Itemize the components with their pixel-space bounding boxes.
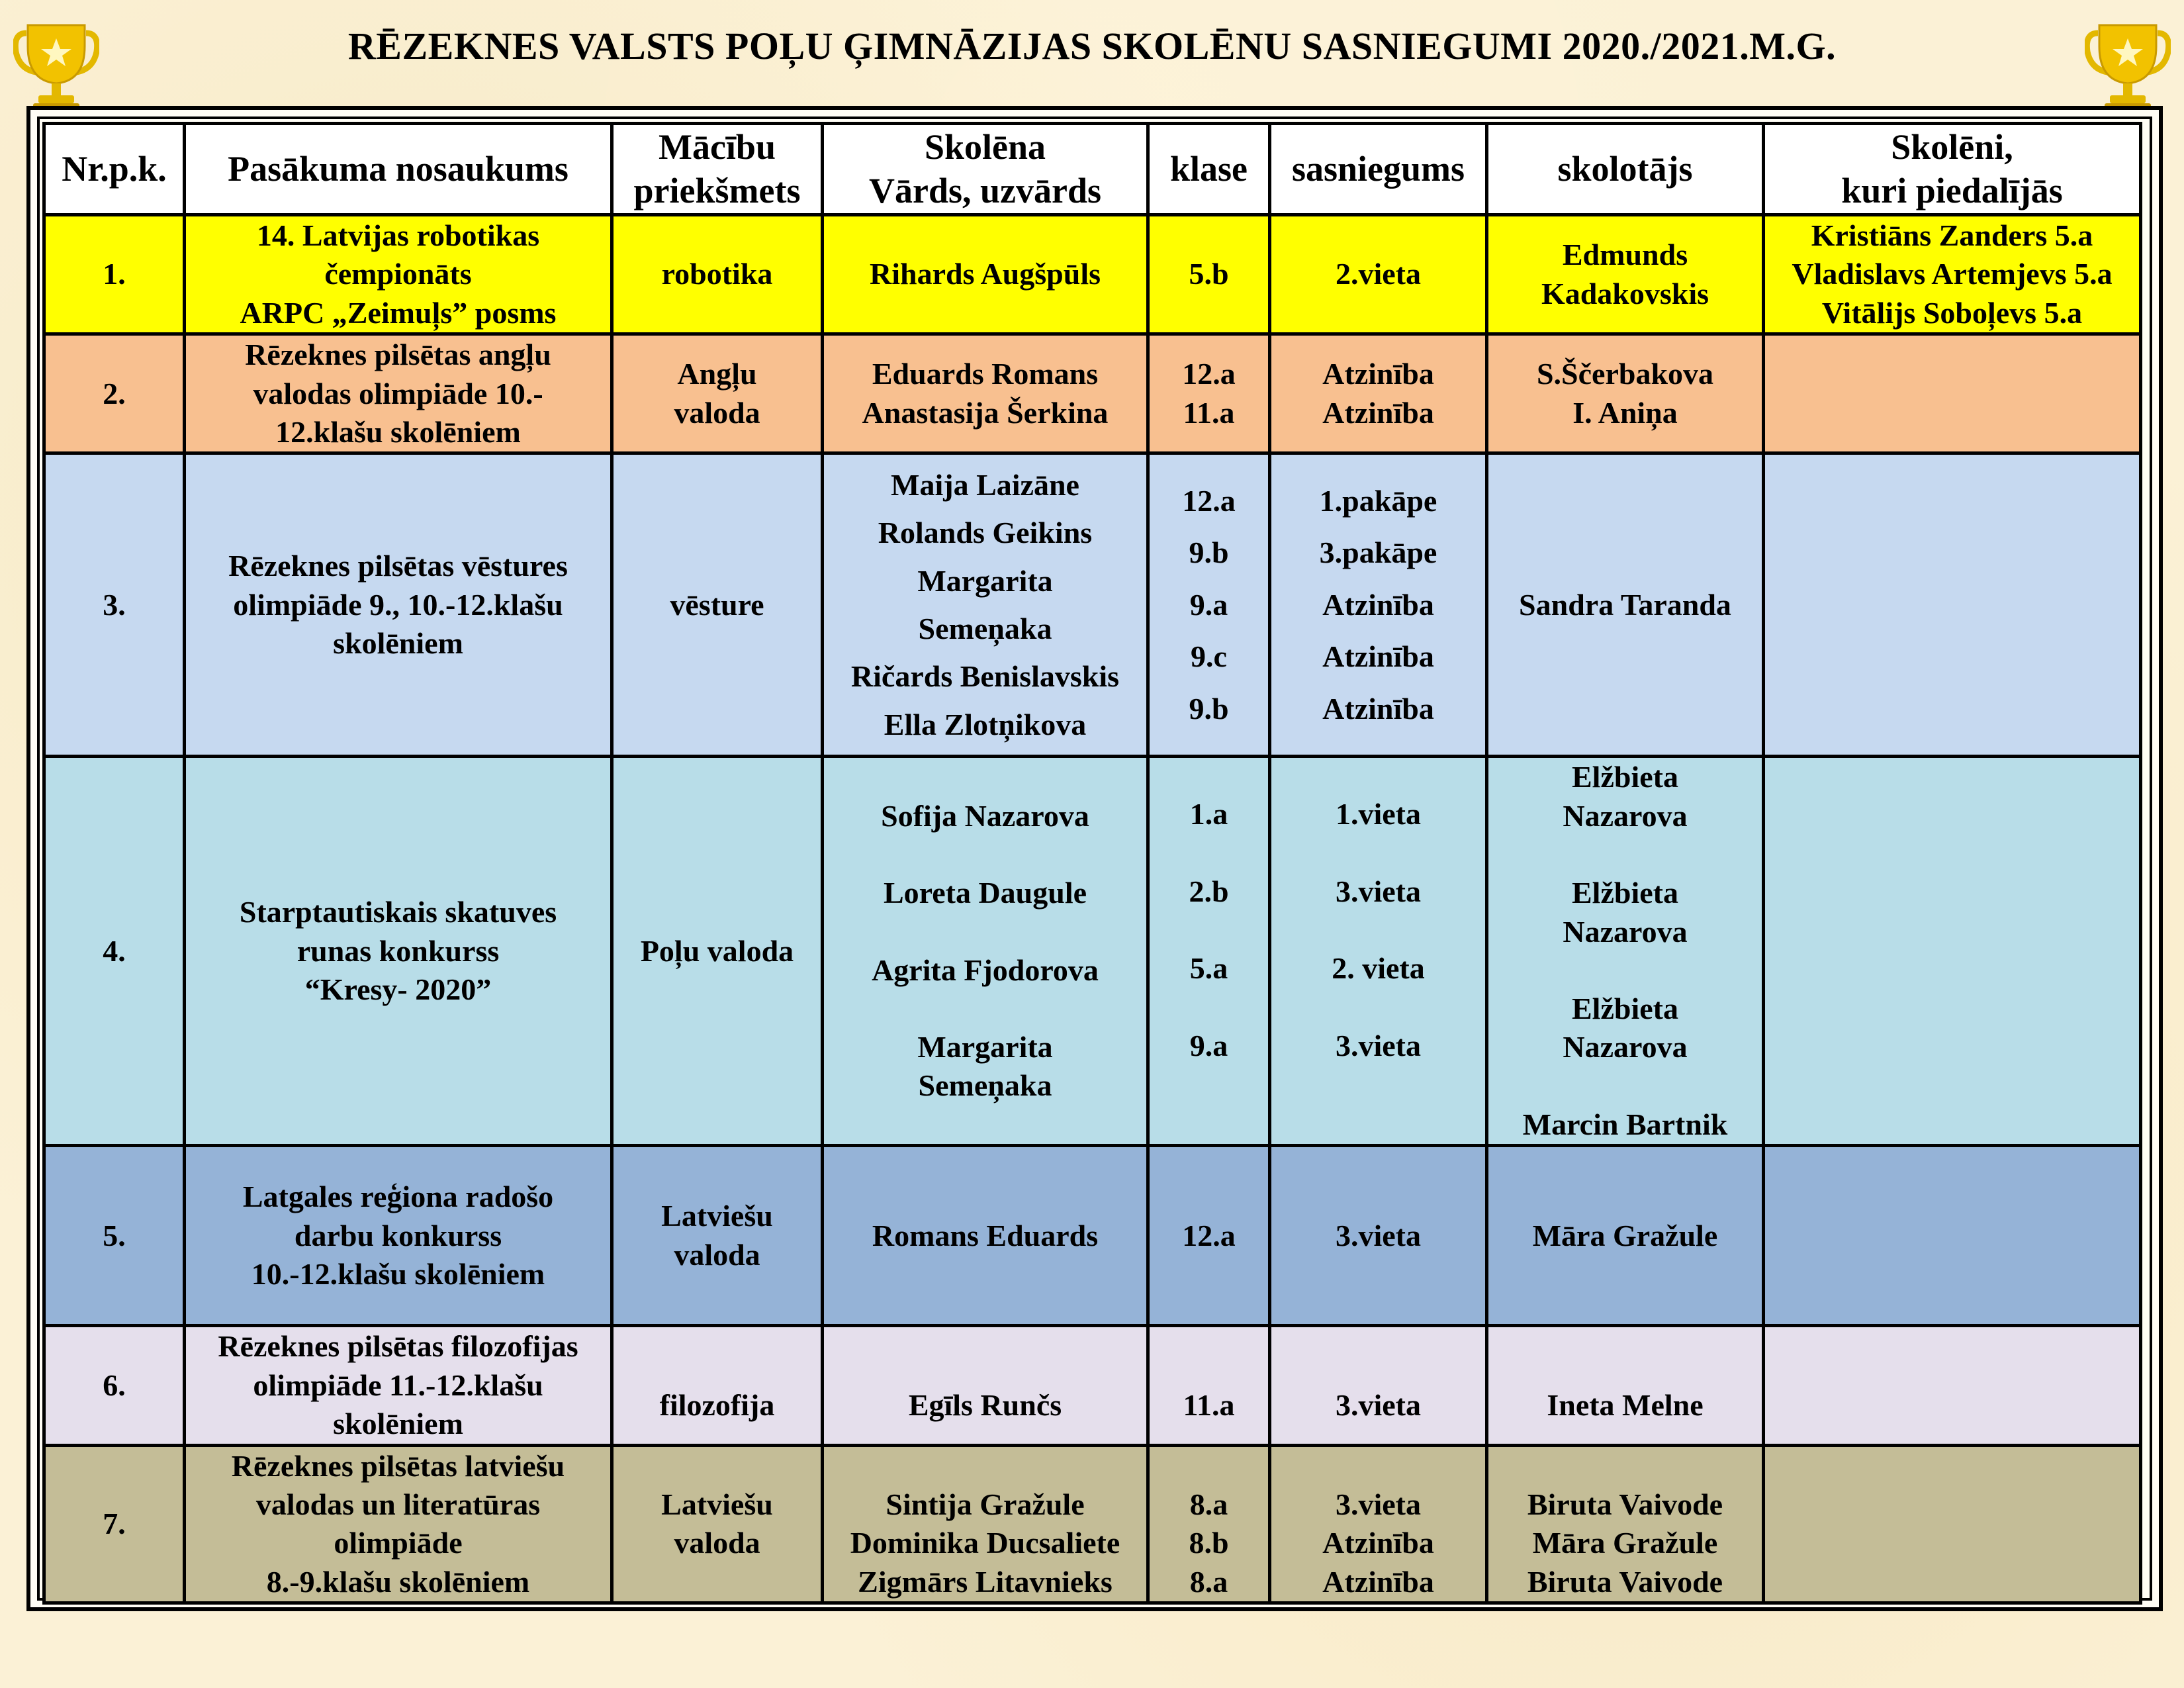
table-row	[44, 215, 2141, 334]
table-row	[44, 1146, 2141, 1326]
cell-teacher: Ineta Melne	[1487, 1326, 1764, 1445]
cell-nr: 6.	[44, 1326, 185, 1445]
cell-event: Rēzeknes pilsētas filozofijas olimpiāde 11.-12.klašu skolēniem	[185, 1326, 612, 1445]
cell-student: Rihards Augšpūls	[823, 215, 1148, 334]
header-participants: Skolēni, kuri piedalījās	[1764, 124, 2141, 215]
cell-teacher: Māra Gražule	[1487, 1146, 1764, 1326]
cell-student: Egīls Runčs	[823, 1326, 1148, 1445]
header-nr: Nr.p.k.	[44, 124, 185, 215]
header-class: klase	[1148, 124, 1270, 215]
cell-participants	[1764, 1445, 2141, 1603]
header-subject: Mācību priekšmets	[612, 124, 823, 215]
cell-subject: Latviešu valoda	[612, 1146, 823, 1326]
trophy-icon	[13, 20, 99, 116]
cell-achievement: 2.vieta	[1270, 215, 1487, 334]
cell-student: Sintija Gražule Dominika Ducsaliete Zigmārs Litavnieks	[823, 1445, 1148, 1603]
achievements-table	[42, 122, 2142, 1605]
cell-student: Maija Laizāne Rolands Geikins Margarita Semeņaka Ričards Benislavskis Ella Zlotņikova	[823, 453, 1148, 757]
cell-achievement: 1.pakāpe 3.pakāpe Atzinība Atzinība Atzinība	[1270, 453, 1487, 757]
cell-class: 12.a 11.a	[1148, 334, 1270, 453]
page-title: RĒZEKNES VALSTS POĻU ĢIMNĀZIJAS SKOLĒNU SASNIEGUMI 2020./2021.M.G.	[347, 24, 1837, 68]
cell-achievement: 3.vieta	[1270, 1326, 1487, 1445]
cell-participants	[1764, 1146, 2141, 1326]
cell-event: Latgales reģiona radošo darbu konkurss 10.-12.klašu skolēniem	[185, 1146, 612, 1326]
cell-class: 12.a 9.b 9.a 9.c 9.b	[1148, 453, 1270, 757]
cell-subject: vēsture	[612, 453, 823, 757]
header-event: Pasākuma nosaukums	[185, 124, 612, 215]
table-row	[44, 334, 2141, 453]
cell-achievement: 1.vieta 3.vieta 2. vieta 3.vieta	[1270, 757, 1487, 1146]
header-achievement: sasniegums	[1270, 124, 1487, 215]
cell-subject: Latviešu valoda	[612, 1445, 823, 1603]
cell-nr: 5.	[44, 1146, 185, 1326]
cell-event: Rēzeknes pilsētas vēstures olimpiāde 9., 10.-12.klašu skolēniem	[185, 453, 612, 757]
trophy-icon	[2085, 20, 2171, 116]
cell-student: Eduards Romans Anastasija Šerkina	[823, 334, 1148, 453]
cell-event: 14. Latvijas robotikas čempionāts ARPC „Zeimuļs” posms	[185, 215, 612, 334]
cell-class: 1.a 2.b 5.a 9.a	[1148, 757, 1270, 1146]
table-row	[44, 1326, 2141, 1445]
table-row	[44, 1445, 2141, 1603]
cell-subject: Poļu valoda	[612, 757, 823, 1146]
cell-subject: filozofija	[612, 1326, 823, 1445]
cell-subject: robotika	[612, 215, 823, 334]
cell-nr: 4.	[44, 757, 185, 1146]
cell-event: Rēzeknes pilsētas angļu valodas olimpiāde 10.- 12.klašu skolēniem	[185, 334, 612, 453]
cell-teacher: Biruta Vaivode Māra Gražule Biruta Vaivode	[1487, 1445, 1764, 1603]
cell-teacher: S.Ščerbakova I. Aniņa	[1487, 334, 1764, 453]
header-row	[44, 124, 2141, 215]
table-row	[44, 757, 2141, 1146]
cell-nr: 2.	[44, 334, 185, 453]
table-row	[44, 453, 2141, 757]
cell-subject: Angļu valoda	[612, 334, 823, 453]
cell-nr: 7.	[44, 1445, 185, 1603]
cell-participants	[1764, 1326, 2141, 1445]
cell-student: Romans Eduards	[823, 1146, 1148, 1326]
cell-class: 11.a	[1148, 1326, 1270, 1445]
cell-class: 5.b	[1148, 215, 1270, 334]
cell-event: Rēzeknes pilsētas latviešu valodas un literatūras olimpiāde 8.-9.klašu skolēniem	[185, 1445, 612, 1603]
cell-teacher: Sandra Taranda	[1487, 453, 1764, 757]
cell-teacher: Edmunds Kadakovskis	[1487, 215, 1764, 334]
cell-class: 12.a	[1148, 1146, 1270, 1326]
cell-teacher: Elžbieta Nazarova Elžbieta Nazarova Elžbieta Nazarova Marcin Bartnik	[1487, 757, 1764, 1146]
cell-nr: 3.	[44, 453, 185, 757]
cell-achievement: Atzinība Atzinība	[1270, 334, 1487, 453]
cell-event: Starptautiskais skatuves runas konkurss “Kresy- 2020”	[185, 757, 612, 1146]
header-teacher: skolotājs	[1487, 124, 1764, 215]
cell-participants	[1764, 757, 2141, 1146]
header-student: Skolēna Vārds, uzvārds	[823, 124, 1148, 215]
cell-nr: 1.	[44, 215, 185, 334]
cell-achievement: 3.vieta Atzinība Atzinība	[1270, 1445, 1487, 1603]
cell-class: 8.a 8.b 8.a	[1148, 1445, 1270, 1603]
cell-participants: Kristiāns Zanders 5.a Vladislavs Artemjevs 5.a Vitālijs Soboļevs 5.a	[1764, 215, 2141, 334]
cell-participants	[1764, 334, 2141, 453]
cell-participants	[1764, 453, 2141, 757]
cell-student: Sofija Nazarova Loreta Daugule Agrita Fjodorova Margarita Semeņaka	[823, 757, 1148, 1146]
cell-achievement: 3.vieta	[1270, 1146, 1487, 1326]
table-frame	[26, 106, 2163, 1611]
